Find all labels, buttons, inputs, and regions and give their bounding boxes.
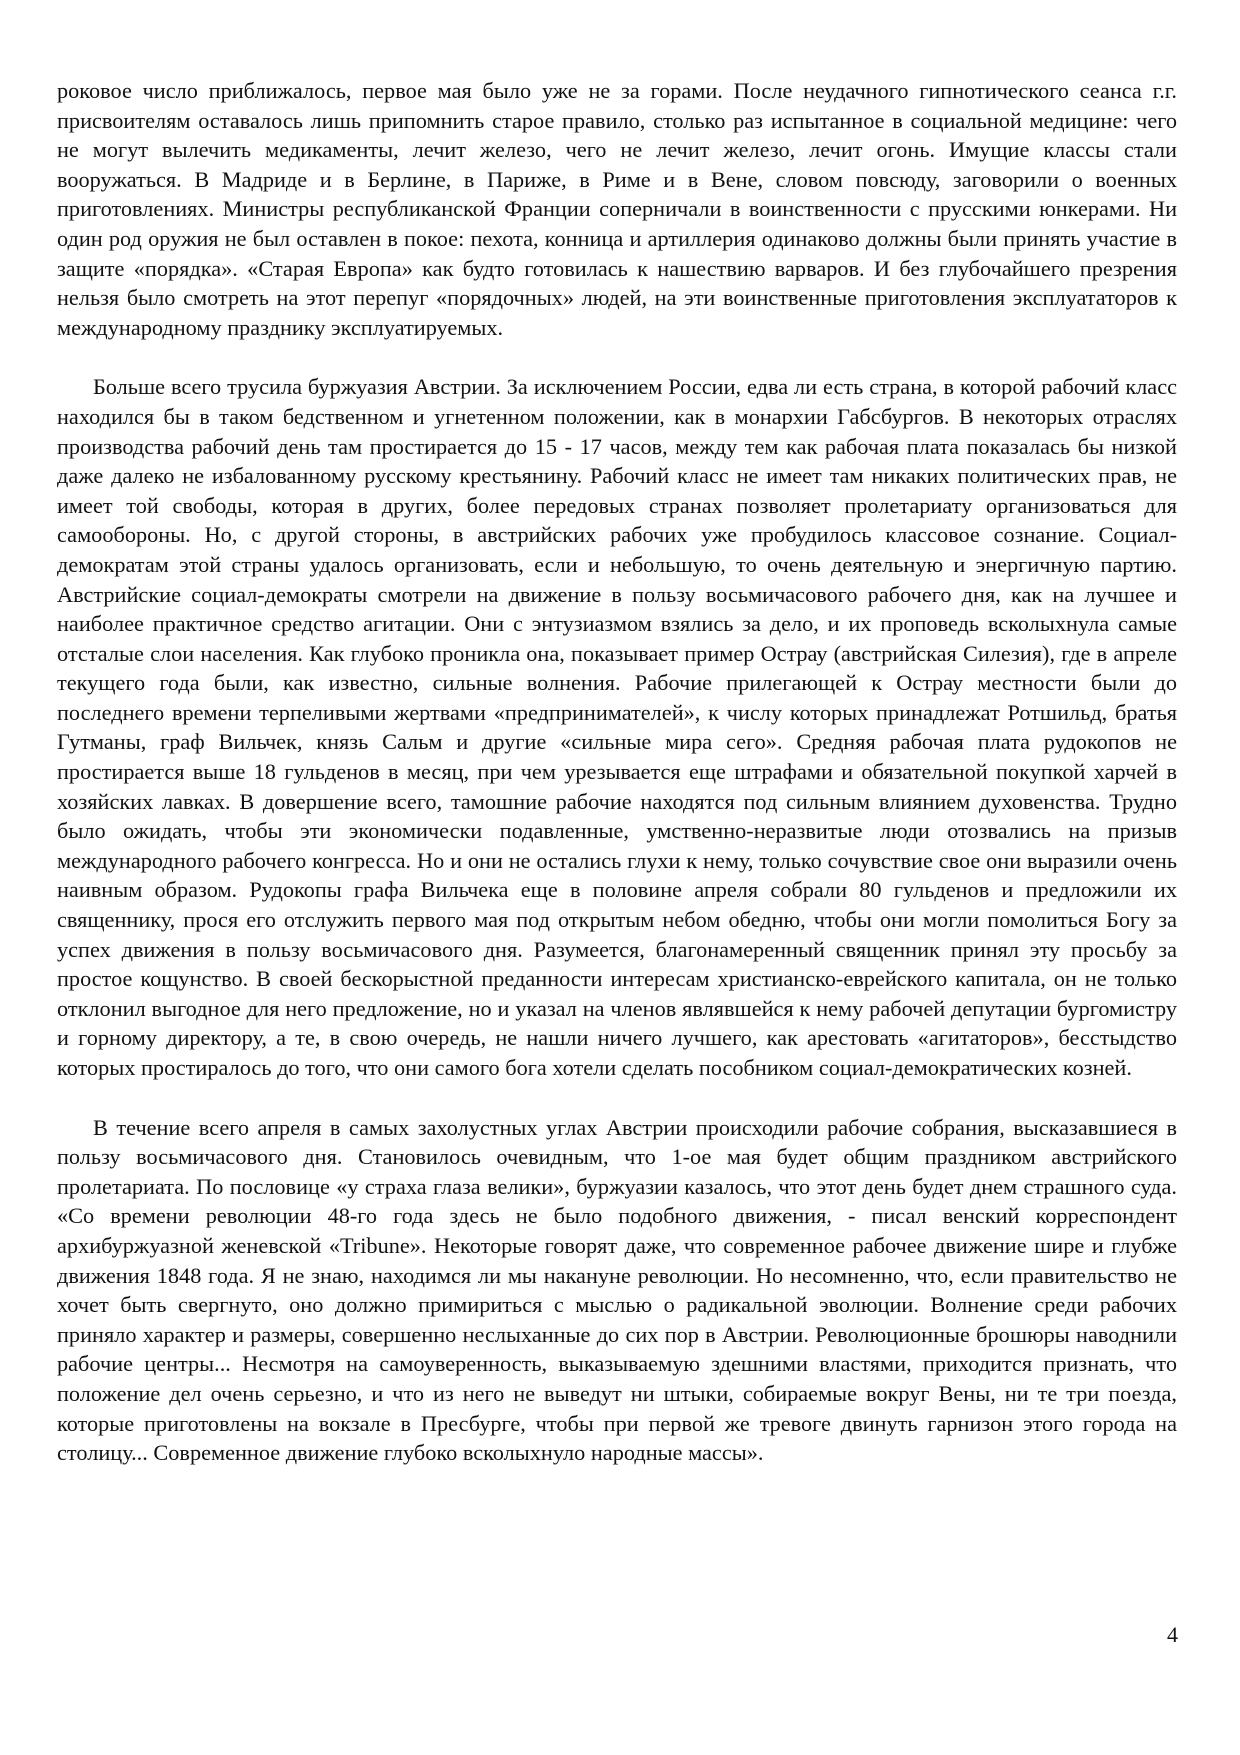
paragraph-1: роковое число приближалось, первое мая было уже не за горами. После неудачного гипнотического сеанса г.г. присвоителям оставалось лишь припомнить старое правило, столько раз испытанное в социальной медицине: чего не могут вылечить медикаменты, лечит железо, чего не лечит железо, лечит огонь. Имущие классы стали вооружаться. В Мадриде и в Берлине, в Париже, в Риме и в Вене, словом повсюду, заговорили о военных приготовлениях. Министры республиканской Франции соперничали в воинственности с прусскими юнкерами. Ни один род оружия не был оставлен в покое: пехота, конница и артиллерия одинаково должны были принять участие в защите «порядка». «Старая Европа» как будто готовилась к нашествию варваров. И без глубочайшего презрения нельзя было смотреть на этот перепуг «порядочных» людей, на эти воинственные приготовления эксплуататоров к международному празднику эксплуатируемых. (57, 78, 1177, 340)
page-number: 4 (1167, 1622, 1178, 1647)
paragraph-2: Больше всего трусила буржуазия Австрии. За исключением России, едва ли есть страна, в которой рабочий класс находился бы в таком бедственном и угнетенном положении, как в монархии Габсбургов. В некоторых отраслях производства рабочий день там простирается до 15 - 17 часов, между тем как рабочая плата показалась бы низкой даже далеко не избалованному русскому крестьянину. Рабочий класс не имеет там никаких политических прав, не имеет той свободы, которая в других, более передовых странах позволяет пролетариату организоваться для самообороны. Но, с другой стороны, в австрийских рабочих уже пробудилось классовое сознание. Социал-демократам этой страны удалось организовать, если и небольшую, то очень деятельную и энергичную партию. Австрийские социал-демократы смотрели на движение в пользу восьмичасового рабочего дня, как на лучшее и наиболее практичное средство агитации. Они с энтузиазмом взялись за дело, и их проповедь всколыхнула самые отсталые слои населения. Как глубоко проникла она, показывает пример Остpау (австрийская Силезия), где в апреле текущего года были, как известно, сильные волнения. Рабочие прилегающей к Остpау местности были до последнего времени терпеливыми жертвами «предпринимателей», к числу которых принадлежат Ротшильд, братья Гутманы, граф Вильчек, князь Сальм и другие «сильные мира сего». Средняя рабочая плата рудокопов не простирается выше 18 гульденов в месяц, при чем урезывается еще штрафами и обязательной покупкой харчей в хозяйских лавках. В довершение всего, тамошние рабочие находятся под сильным влиянием духовенства. Трудно было ожидать, чтобы эти экономически подавленные, умственно-неразвитые люди отозвались на призыв международного рабочего конгресса. Но и они не остались глухи к нему, только сочувствие свое они выразили очень наивным образом. Рудокопы графа Вильчека еще в половине апреля собрали 80 гульденов и предложили их священнику, прося его отслужить первого мая под открытым небом обедню, чтобы они могли помолиться Богу за успех движения в пользу восьмичасового дня. Разумеется, благонамеренный священник принял эту просьбу за простое кощунство. В своей бескорыстной преданности интересам христианско-еврейского капитала, он не только отклонил выгодное для него предложение, но и указал на членов являвшейся к нему рабочей депутации бургомистру и горному директору, а те, в свою очередь, не нашли ничего лучшего, как арестовать «агитаторов», бесстыдство которых простиралось до того, что они самого бога хотели сделать пособником социал-демократических козней. (57, 374, 1177, 1080)
document-body (57, 76, 1177, 1468)
paragraph-3: В течение всего апреля в самых захолустных углах Австрии происходили рабочие собрания, высказавшиеся в пользу восьмичасового дня. Становилось очевидным, что 1-ое мая будет общим праздником австрийского пролетариата. По пословице «у страха глаза велики», буржуазии казалось, что этот день будет днем страшного суда. «Со времени революции 48-го года здесь не было подобного движения, - писал венский корреспондент архибуржуазной женевской «Tribune». Некоторые говорят даже, что современное рабочее движение шире и глубже движения 1848 года. Я не знаю, находимся ли мы накануне революции. Но несомненно, что, если правительство не хочет быть свергнуто, оно должно примириться с мыслью о радикальной эволюции. Волнение среди рабочих приняло характер и размеры, совершенно неслыханные до сих пор в Австрии. Революционные брошюры наводнили рабочие центры... Несмотря на самоуверенность, выказываемую здешними властями, приходится признать, что положение дел очень серьезно, и что из него не выведут ни штыки, собираемые вокруг Вены, ни те три поезда, которые приготовлены на вокзале в Пресбурге, чтобы при первой же тревоге двинуть гарнизон этого города на столицу... Современное движение глубоко всколыхнуло народные массы». (57, 1114, 1177, 1466)
